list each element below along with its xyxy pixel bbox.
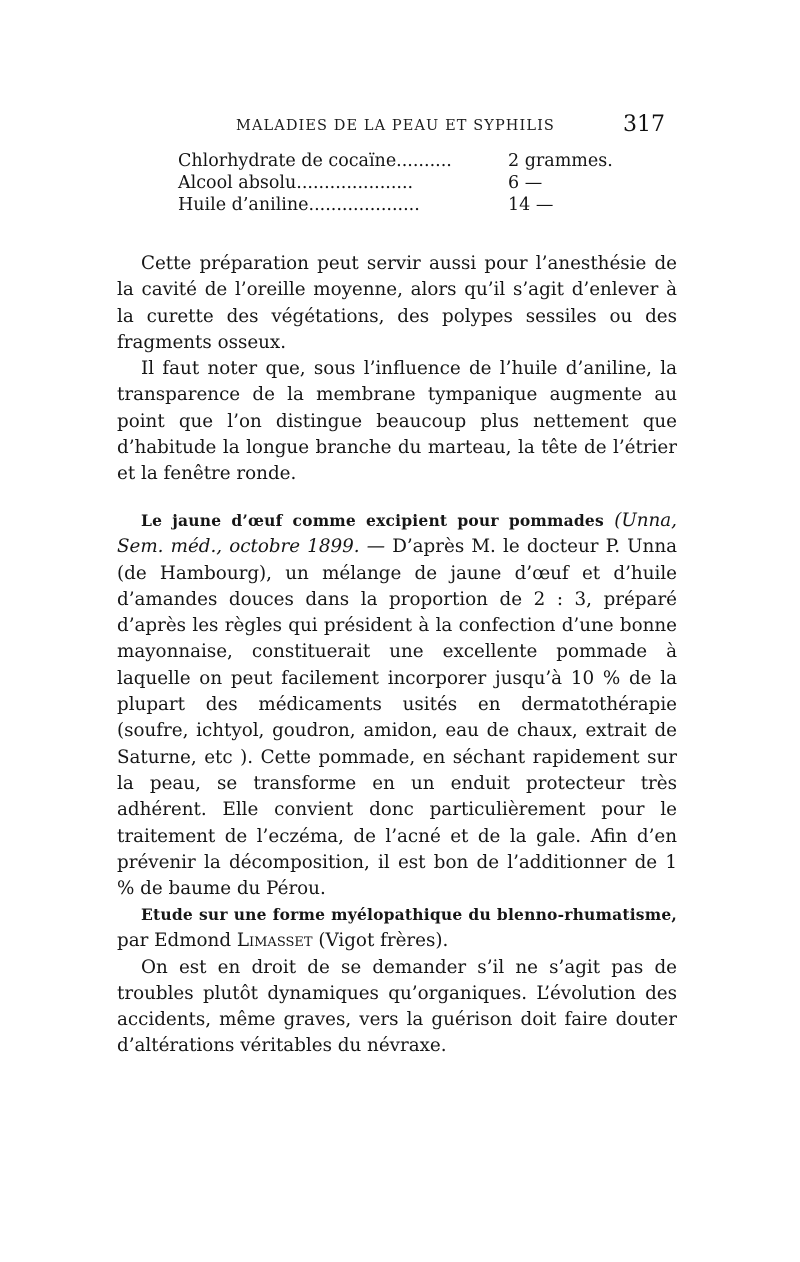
page-number: 317 (623, 112, 665, 137)
article-paragraph (117, 508, 677, 902)
paragraph: Il faut noter que, sous l’influence de l’huile d’aniline, la transparence de la membrane tympanique augmente au point que l’on distingue beaucoup plus nettement que d’habitude la longue branche du marteau, la tête de l’étrier et la fenêtre ronde. (117, 358, 677, 485)
article-source: (Unna, Sem. méd., octobre 1899. — (117, 510, 677, 558)
article-heading-line (117, 902, 677, 955)
formula-ingredient: Huile d’aniline.................... (178, 195, 420, 215)
running-head: MALADIES DE LA PEAU ET SYPHILIS (236, 118, 555, 134)
article-body: On est en droit de se demander s’il ne s’agit pas de troubles plutôt dynamiques qu’organiques. L’évolution des accidents, même graves, vers la guérison doit faire douter d’altérations véritables du névraxe. (117, 956, 677, 1057)
article-author-name: Limasset (236, 930, 313, 952)
article-author-prefix: par Edmond (117, 930, 232, 952)
anesthesia-paragraphs (117, 251, 677, 488)
formula-row (178, 150, 628, 172)
formula-amount: 6 — (508, 173, 543, 193)
article-egg-yolk (117, 508, 677, 902)
formula-ingredient: Chlorhydrate de cocaïne.......... (178, 151, 452, 171)
formula-ingredient: Alcool absolu..................... (178, 173, 414, 193)
paragraph: Cette préparation peut servir aussi pour l’anesthésie de la cavité de l’oreille moyenne, alors qu’il s’agit d’enlever à la curette des végétations, des polypes sessiles ou des fragments osseux. (117, 253, 677, 353)
formula-row (178, 172, 628, 194)
article-heading: Le jaune d’œuf comme excipient pour pommades (141, 511, 604, 530)
prescription-formula (178, 150, 628, 216)
formula-amount: 2 grammes. (508, 151, 613, 171)
formula-amount: 14 — (508, 195, 554, 215)
article-publisher: (Vigot frères). (318, 930, 449, 952)
article-heading: Etude sur une forme myélopathique du blenno-rhumatisme, (141, 905, 677, 924)
article-body: D’après M. le docteur P. Unna (de Hambourg), un mélange de jaune d’œuf et d’huile d’amandes douces dans la proportion de 2 : 3, préparé d’après les règles qui président à la confection d’une bonne mayonnaise, constituerait une excellente pommade à laquelle on peut facilement incorporer jusqu’à 10 % de la plupart des médicaments usités en dermatothérapie (soufre, ichtyol, goudron, amidon, eau de chaux, extrait de Saturne, etc ). Cette pommade, en séchant rapidement sur la peau, se transforme en un enduit protecteur très adhérent. Elle convient donc particulièrement pour le traitement de l’eczéma, de l’acné et de la gale. Afin d’en prévenir la décomposition, il est bon de l’additionner de 1 % de baume du Pérou. (117, 536, 678, 900)
article-blenno-rhumatisme (117, 902, 677, 1060)
formula-row (178, 194, 628, 216)
